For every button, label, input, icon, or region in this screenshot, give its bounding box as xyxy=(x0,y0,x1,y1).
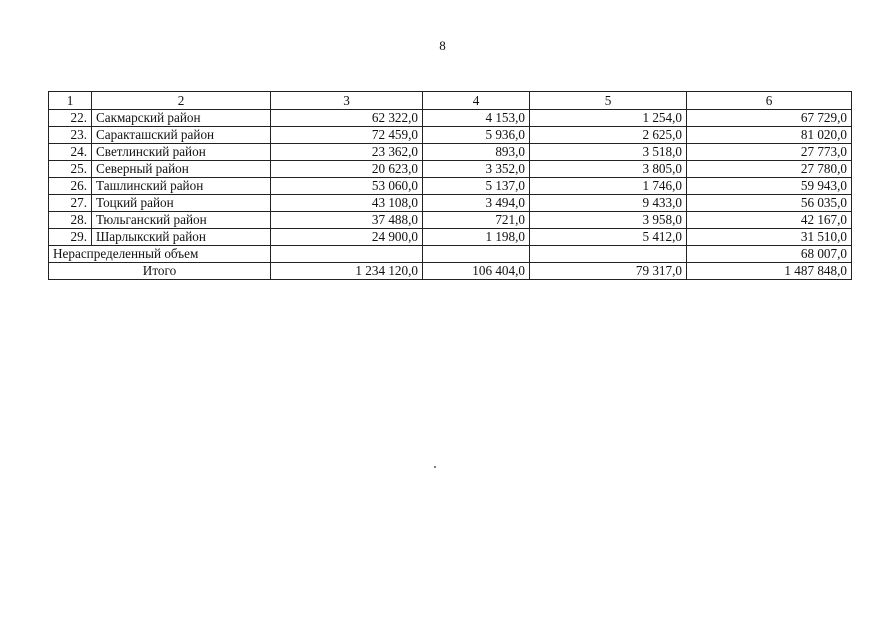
value-col6: 67 729,0 xyxy=(687,110,852,127)
value-col3: 53 060,0 xyxy=(271,178,423,195)
table-row xyxy=(49,212,852,229)
row-index: 22. xyxy=(49,110,92,127)
value-col6: 27 780,0 xyxy=(687,161,852,178)
value-col3: 20 623,0 xyxy=(271,161,423,178)
district-name: Сакмарский район xyxy=(92,110,271,127)
unallocated-row xyxy=(49,246,852,263)
unallocated-value: 68 007,0 xyxy=(687,246,852,263)
value-col4: 3 352,0 xyxy=(423,161,530,178)
value-col5: 5 412,0 xyxy=(530,229,687,246)
value-col3: 24 900,0 xyxy=(271,229,423,246)
value-col5: 9 433,0 xyxy=(530,195,687,212)
empty-cell xyxy=(530,246,687,263)
value-col6: 31 510,0 xyxy=(687,229,852,246)
value-col5: 2 625,0 xyxy=(530,127,687,144)
row-index: 29. xyxy=(49,229,92,246)
total-row xyxy=(49,263,852,280)
total-col5: 79 317,0 xyxy=(530,263,687,280)
row-index: 25. xyxy=(49,161,92,178)
total-label: Итого xyxy=(49,263,271,280)
scan-speck xyxy=(434,466,436,468)
value-col3: 43 108,0 xyxy=(271,195,423,212)
district-name: Шарлыкский район xyxy=(92,229,271,246)
row-index: 28. xyxy=(49,212,92,229)
total-col4: 106 404,0 xyxy=(423,263,530,280)
value-col5: 1 254,0 xyxy=(530,110,687,127)
row-index: 23. xyxy=(49,127,92,144)
value-col5: 3 958,0 xyxy=(530,212,687,229)
value-col3: 23 362,0 xyxy=(271,144,423,161)
page-number: 8 xyxy=(439,38,446,53)
total-col3: 1 234 120,0 xyxy=(271,263,423,280)
value-col4: 4 153,0 xyxy=(423,110,530,127)
row-index: 24. xyxy=(49,144,92,161)
table-row xyxy=(49,144,852,161)
table-row xyxy=(49,127,852,144)
column-number-row xyxy=(49,92,852,110)
table-row xyxy=(49,161,852,178)
district-name: Ташлинский район xyxy=(92,178,271,195)
value-col4: 721,0 xyxy=(423,212,530,229)
total-col6: 1 487 848,0 xyxy=(687,263,852,280)
district-name: Северный район xyxy=(92,161,271,178)
value-col3: 62 322,0 xyxy=(271,110,423,127)
unallocated-label: Нераспределенный объем xyxy=(49,246,271,263)
row-index: 27. xyxy=(49,195,92,212)
empty-cell xyxy=(271,246,423,263)
table-row xyxy=(49,229,852,246)
district-name: Тоцкий район xyxy=(92,195,271,212)
value-col3: 37 488,0 xyxy=(271,212,423,229)
value-col6: 42 167,0 xyxy=(687,212,852,229)
value-col4: 893,0 xyxy=(423,144,530,161)
value-col5: 3 518,0 xyxy=(530,144,687,161)
column-number: 2 xyxy=(92,92,271,110)
value-col3: 72 459,0 xyxy=(271,127,423,144)
table-row xyxy=(49,178,852,195)
value-col6: 59 943,0 xyxy=(687,178,852,195)
empty-cell xyxy=(423,246,530,263)
value-col6: 27 773,0 xyxy=(687,144,852,161)
column-number: 6 xyxy=(687,92,852,110)
table-row xyxy=(49,195,852,212)
column-number: 3 xyxy=(271,92,423,110)
district-name: Тюльганский район xyxy=(92,212,271,229)
row-index: 26. xyxy=(49,178,92,195)
allocation-table xyxy=(48,91,852,280)
value-col4: 5 936,0 xyxy=(423,127,530,144)
district-name: Саракташский район xyxy=(92,127,271,144)
column-number: 4 xyxy=(423,92,530,110)
value-col6: 81 020,0 xyxy=(687,127,852,144)
district-name: Светлинский район xyxy=(92,144,271,161)
value-col5: 1 746,0 xyxy=(530,178,687,195)
value-col4: 1 198,0 xyxy=(423,229,530,246)
value-col4: 5 137,0 xyxy=(423,178,530,195)
table-row xyxy=(49,110,852,127)
column-number: 5 xyxy=(530,92,687,110)
value-col6: 56 035,0 xyxy=(687,195,852,212)
column-number: 1 xyxy=(49,92,92,110)
value-col5: 3 805,0 xyxy=(530,161,687,178)
value-col4: 3 494,0 xyxy=(423,195,530,212)
